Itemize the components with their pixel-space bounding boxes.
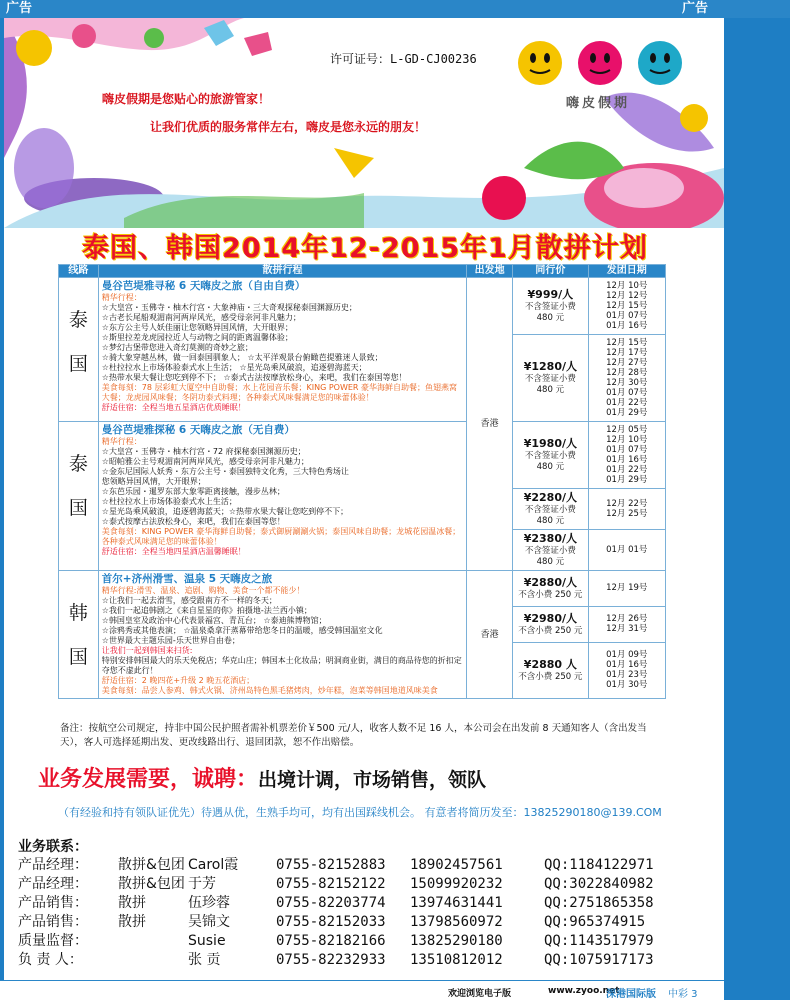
price-note: 不含签证小费: [524, 505, 576, 515]
contact-phone[interactable]: 0755-82203774: [276, 895, 386, 911]
contact-mobile[interactable]: 18902457561: [410, 857, 503, 873]
slogan-2: 让我们优质的服务常伴左右，嗨皮是您永远的朋友！: [150, 120, 427, 134]
date-item: 01月 22号: [606, 465, 648, 475]
country-cell: [59, 422, 99, 571]
itinerary-line: ☆大皇宫・玉佛寺・柚木行宫・大象神庙・三大奇观探秘泰国渊源历史；: [101, 303, 357, 312]
dates-list: [589, 583, 665, 593]
dates-cell: [588, 422, 665, 489]
date-item: 12月 22号: [606, 499, 648, 509]
highlight-label: 精华行程：: [101, 437, 142, 446]
dates-list: [589, 545, 665, 555]
dates-list: [589, 499, 665, 519]
ad-label-right: 广告: [682, 1, 709, 16]
price-fee: 480 元: [536, 313, 565, 323]
contact-mobile[interactable]: 15099920232: [410, 876, 503, 892]
brand-logo: [510, 38, 690, 88]
price-cell: [513, 571, 588, 607]
itinerary-line: ☆大皇宫・玉佛寺・柚木行宫・72 府探秘泰国渊源历史；: [101, 447, 306, 456]
date-item: 01月 09号: [606, 650, 648, 661]
date-item: 01月 16号: [606, 321, 648, 331]
itinerary-line: ☆昭帕雅公主号观湄南河两岸风光，感受母亲河非凡魅力；: [101, 457, 309, 466]
country-char: 国: [68, 646, 88, 668]
dates-cell: [588, 335, 665, 422]
contact-phone[interactable]: 0755-82182166: [276, 933, 386, 949]
product-title[interactable]: 曼谷芭堤雅寻秘 6 天嗨皮之旅（自由自费）: [101, 280, 306, 292]
price-note: 不含小费 250 元: [518, 589, 583, 600]
contact-row: [18, 932, 718, 950]
itinerary-line: ☆涂鸦秀或其他表演； ☆温泉桑拿汗蒸幕带给您冬日的温暖，感受韩国温室文化: [101, 626, 383, 635]
date-item: 12月 05号: [606, 425, 648, 435]
date-item: 12月 31号: [606, 624, 648, 635]
price-value: ¥2880/人: [523, 575, 577, 589]
contact-row: [18, 856, 718, 874]
stay-note: 舒适住宿：全程当地五星酒店优质睡眠！: [101, 403, 246, 412]
contact-row: [18, 913, 718, 931]
price-fee: 480 元: [536, 516, 565, 526]
license-number: 许可证号：L-GD-CJ00236: [330, 52, 477, 66]
contact-row: [18, 894, 718, 912]
contact-name: Susie: [188, 933, 226, 949]
recruit-main: 业务发展需要，诚聘：: [38, 767, 259, 792]
date-item: 12月 28号: [606, 368, 648, 378]
right-blue-bar: [724, 18, 790, 1000]
footer-edition: 深港国际版: [606, 989, 656, 1000]
country-char: 泰: [68, 453, 88, 475]
table-row: [59, 278, 666, 335]
price-value: ¥2980/人: [523, 611, 577, 625]
contact-phone[interactable]: 0755-82232933: [276, 952, 386, 968]
date-item: 01月 30号: [606, 680, 648, 691]
contact-mobile[interactable]: 13825290180: [410, 933, 503, 949]
country-char: 泰: [68, 309, 88, 331]
date-item: 12月 12号: [606, 291, 648, 301]
country-char: 国: [68, 497, 88, 519]
date-item: 12月 15号: [606, 338, 648, 348]
dates-list: [589, 281, 665, 331]
footer-site[interactable]: www.zyoo.net: [548, 986, 620, 996]
country-cell: [59, 571, 99, 699]
date-item: 01月 23号: [606, 670, 648, 681]
date-item: 01月 22号: [606, 398, 648, 408]
itinerary-line: ☆世界最大主题乐园-乐天世界自由卷；: [101, 636, 240, 645]
contact-dept: 散拼: [118, 914, 146, 930]
date-item: 01月 07号: [606, 388, 648, 398]
itinerary-line: ☆我们一起追韩剧之《来自星星的你》拍摄地-法兰西小镇；: [101, 606, 312, 615]
contact-qq[interactable]: QQ:1075917173: [544, 952, 654, 968]
contact-role: 产品经理：: [18, 876, 88, 892]
contact-phone[interactable]: 0755-82152122: [276, 876, 386, 892]
country-cell: [59, 278, 99, 422]
price-value: ¥999/人: [527, 288, 574, 301]
stay-note: 舒适住宿：全程当地四星酒店温馨睡眠！: [101, 547, 246, 556]
header-route: 线路: [59, 265, 99, 278]
depart-city: 香港: [467, 571, 513, 699]
contact-mobile[interactable]: 13974631441: [410, 895, 503, 911]
itinerary-cell: [98, 571, 466, 699]
price-cell: [513, 530, 588, 571]
contact-qq[interactable]: QQ:3022840982: [544, 876, 654, 892]
itinerary-line: ☆杜拉拉水上市场体验泰式水上生活；: [101, 497, 237, 506]
date-item: 12月 30号: [606, 378, 648, 388]
contact-qq[interactable]: QQ:2751865358: [544, 895, 654, 911]
date-item: 12月 27号: [606, 358, 648, 368]
recruit-note: （有经验和持有领队证优先）待遇从优，生熟手均可，均有出国踩线机会。 有意者将简历发至：13825290180@139.COM: [58, 806, 662, 819]
price-value: ¥1280/人: [523, 360, 577, 373]
contact-mobile[interactable]: 13510812012: [410, 952, 503, 968]
itinerary-line: 您领略异国风情，大开眼界；: [101, 477, 206, 486]
page-title: 泰国、韩国2014年12-2015年1月散拼计划: [82, 233, 648, 264]
highlight-label: 精华行程:滑雪、温泉、追剧、购物、美食一个都不能少！: [101, 586, 305, 595]
price-note: 不含签证小费: [524, 374, 576, 384]
contact-row: [18, 875, 718, 893]
food-note: 美食每刻：78 层彩虹大厦空中自助餐；水上花园音乐餐；KING POWER 豪华海鲜自助餐；鱼翅燕窝大餐；龙虎园风味餐；冬阴功泰式料理；各种泰式风味餐满足您的味蕾体验！: [101, 383, 458, 402]
contact-panel: [4, 826, 718, 978]
dates-list: [589, 614, 665, 634]
price-note: 不含签证小费: [524, 546, 576, 556]
price-cell: [513, 642, 588, 698]
depart-city: 香港: [467, 278, 513, 571]
food-note: 美食每刻：KING POWER 豪华海鲜自助餐；泰式御厨涮涮火锅；泰国风味自助餐；龙城花园温冰餐；各种泰式风味满足您的味蕾体验！: [101, 527, 461, 546]
header-price: 同行价: [513, 265, 588, 278]
itinerary-line: ☆古老长尾船观湄南河两岸风光，感受母亲河非凡魅力；: [101, 313, 301, 322]
price-fee: 480 元: [536, 557, 565, 567]
date-item: 12月 26号: [606, 614, 648, 625]
date-item: 12月 19号: [606, 583, 648, 594]
price-fee: 480 元: [536, 385, 565, 395]
contact-qq[interactable]: QQ:1184122971: [544, 857, 654, 873]
contact-heading: 业务联系：: [18, 839, 88, 855]
smiley-faces-icon: [510, 38, 690, 88]
date-item: 12月 17号: [606, 348, 648, 358]
recruit-banner: [38, 762, 728, 793]
footer-read: 欢迎浏览电子版: [448, 989, 512, 999]
header-depart: 出发地: [467, 265, 513, 278]
price-value: ¥1980/人: [523, 437, 577, 450]
footer: [0, 980, 724, 1000]
dates-list: [589, 650, 665, 690]
price-value: ¥2880 人: [523, 657, 577, 671]
date-item: 01月 01号: [606, 545, 648, 555]
country-char: 国: [68, 353, 88, 375]
dates-cell: [588, 606, 665, 642]
country-char: 韩: [68, 602, 88, 624]
itinerary-line: ☆斯里拉差龙虎园拉近人与动物之间的距离温馨体验；: [101, 333, 293, 342]
brand-name: 嗨皮假期: [566, 96, 631, 111]
itinerary-line: ☆东芭乐园・暹罗东部大象零距离接触，漫步丛林；: [101, 487, 285, 496]
itinerary-line: ☆杜拉拉水上市场体验泰式水上生活； ☆星光岛乘风破浪，追逐碧海蓝天；: [101, 363, 367, 372]
tour-plan-table: [58, 264, 666, 699]
contact-name: 吴锦文: [188, 914, 230, 930]
price-note: 不含小费 250 元: [518, 625, 583, 636]
itinerary-line: ☆骑大象穿越丛林，做一回泰国驯象人； ☆太平洋观景台俯瞰芭提雅迷人景致；: [101, 353, 383, 362]
dates-list: [589, 338, 665, 418]
contact-row: [18, 951, 718, 969]
header-itinerary: 散拼行程: [98, 265, 466, 278]
contact-role: 产品销售：: [18, 914, 88, 930]
itinerary-line: ☆热带水果大餐让您吃到停不下； ☆泰式古法按摩放松身心，来吧，我们在泰国等您！: [101, 373, 407, 382]
contact-dept: 散拼: [118, 895, 146, 911]
itinerary-line: ☆金东尼国际人妖秀・东方公主号・泰国独特文化秀，三大特色秀场让: [101, 467, 349, 476]
contact-qq[interactable]: QQ:1143517979: [544, 933, 654, 949]
date-item: 12月 25号: [606, 509, 648, 519]
contact-dept: 散拼&包团: [118, 857, 185, 873]
price-cell: [513, 422, 588, 489]
table-row: [59, 571, 666, 607]
date-item: 12月 10号: [606, 281, 648, 291]
itinerary-line: 特别安排韩国最大的乐天免税店；华克山庄；韩国本土化妆品；明洞商业街，满目的商品待您的折扣定夺您不虚此行！: [101, 656, 462, 675]
date-item: 01月 29号: [606, 475, 648, 485]
dates-cell: [588, 530, 665, 571]
date-item: 01月 29号: [606, 408, 648, 418]
dates-cell: [588, 642, 665, 698]
price-value: ¥2380/人: [523, 532, 577, 545]
contact-name: Carol霞: [188, 857, 239, 873]
ad-label-left: 广告: [6, 1, 33, 16]
product-title[interactable]: 曼谷芭堤雅探秘 6 天嗨皮之旅（无自费）: [101, 424, 295, 436]
dates-cell: [588, 278, 665, 335]
price-note: 不含小费 250 元: [518, 671, 583, 682]
itinerary-line: ☆让我们一起去滑雪，感受跟南方不一样的冬天；: [101, 596, 277, 605]
product-title[interactable]: 首尔+济州滑雪、温泉 5 天嗨皮之旅: [101, 573, 273, 585]
contact-dept: 散拼&包团: [118, 876, 185, 892]
date-item: 01月 16号: [606, 455, 648, 465]
date-item: 01月 07号: [606, 311, 648, 321]
itinerary-line: ☆星光岛乘风破浪，追逐碧海蓝天；☆热带水果大餐让您吃到停不下；: [101, 507, 349, 516]
contact-qq[interactable]: QQ:965374915: [544, 914, 646, 930]
price-note: 不含签证小费: [524, 302, 576, 312]
date-item: 12月 15号: [606, 301, 648, 311]
date-item: 01月 07号: [606, 445, 648, 455]
contact-name: 张 贡: [188, 952, 221, 968]
contact-role: 产品经理：: [18, 857, 88, 873]
shopping-note: 让我们一起到韩国来扫货:: [101, 646, 193, 655]
top-color-strip: [0, 0, 790, 18]
price-value: ¥2280/人: [523, 491, 577, 504]
itinerary-line: ☆东方公主号人妖佳丽让您领略异国风情，大开眼界；: [101, 323, 293, 332]
date-item: 12月 10号: [606, 435, 648, 445]
highlight-label: 精华行程：: [101, 293, 142, 302]
stay-note: 舒适住宿：2 晚四花+升级 2 晚五花酒店；: [101, 676, 255, 685]
price-fee: 480 元: [536, 462, 565, 472]
dates-list: [589, 425, 665, 485]
price-cell: [513, 335, 588, 422]
date-item: 01月 16号: [606, 660, 648, 671]
food-note: 美食每刻：品尝人参鸡、韩式火锅、济州岛特色黑毛猪烤肉，炒年糕，泡菜等韩国地道风味美食: [101, 686, 438, 695]
itinerary-line: ☆韩国皇室及政治中心代表景福宫、青瓦台； ☆泰迪熊博物馆；: [101, 616, 327, 625]
contact-role: 产品销售：: [18, 895, 88, 911]
contact-name: 于芳: [188, 876, 216, 892]
header-dates: 发团日期: [588, 265, 665, 278]
contact-role: 质量监督：: [18, 933, 88, 949]
itinerary-line: ☆梦幻古堡带您进入奇幻莫测的奇妙之旅；: [101, 343, 253, 352]
price-cell: [513, 278, 588, 335]
contact-phone[interactable]: 0755-82152883: [276, 857, 386, 873]
contact-role: 负 责 人：: [18, 952, 83, 968]
itinerary-cell: [98, 422, 466, 571]
contact-name: 伍珍蓉: [188, 895, 230, 911]
price-cell: [513, 489, 588, 530]
price-note: 不含签证小费: [524, 451, 576, 461]
dates-cell: [588, 489, 665, 530]
table-row: [59, 422, 666, 489]
dates-cell: [588, 571, 665, 607]
itinerary-cell: [98, 278, 466, 422]
table-header-row: [59, 265, 666, 278]
remark-note: 备注：按航空公司规定，持非中国公民护照者需补机票差价￥500 元/人，收客人数不足 16 人，本公司会在出发前 8 天通知客人（含出发当天），客人可选择延期出发、更改线路出行、退回团款，恕不作出赔偿。: [60, 723, 647, 748]
price-cell: [513, 606, 588, 642]
contact-mobile[interactable]: 13798560972: [410, 914, 503, 930]
footer-page: 中彩 3: [668, 989, 698, 1000]
contact-phone[interactable]: 0755-82152033: [276, 914, 386, 930]
slogan-1: 嗨皮假期是您贴心的旅游管家！: [102, 92, 271, 106]
recruit-positions: 出境计调，市场销售，领队: [258, 769, 487, 791]
itinerary-line: ☆泰式按摩古法放松身心，来吧，我们在泰国等您！: [101, 517, 285, 526]
